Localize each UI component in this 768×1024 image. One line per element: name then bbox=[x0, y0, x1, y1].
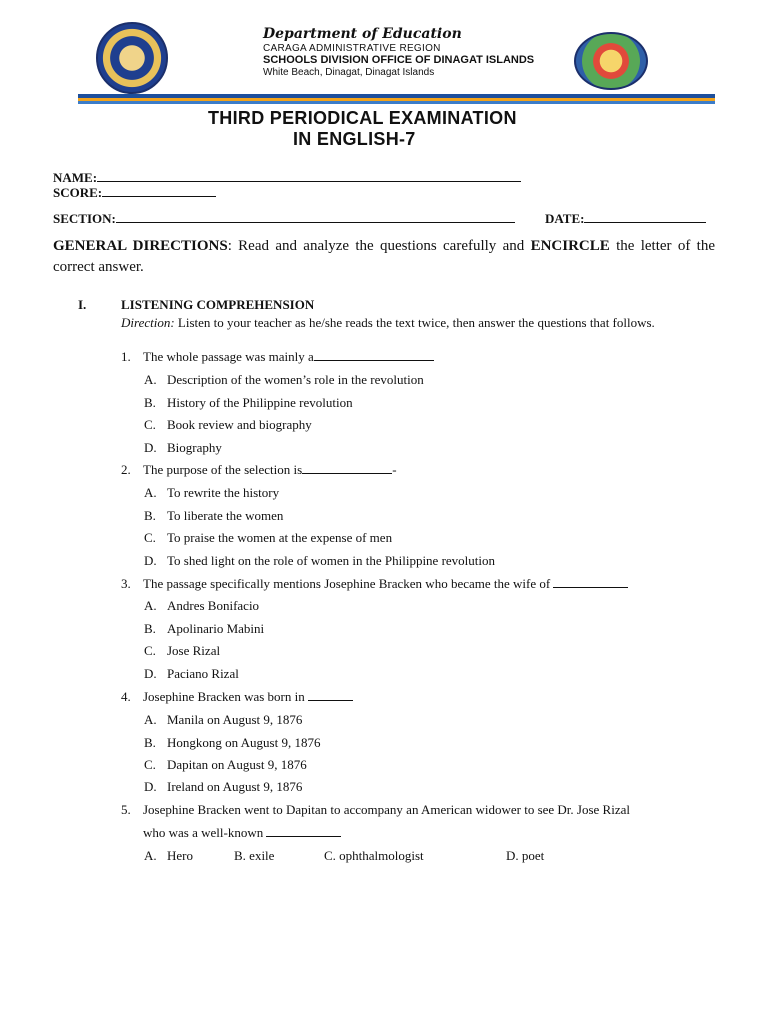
option-text: Hero bbox=[167, 848, 193, 863]
name-line[interactable] bbox=[97, 169, 521, 182]
option-letter: A. bbox=[144, 848, 157, 863]
option-text: Andres Bonifacio bbox=[167, 598, 260, 613]
department-name: Department of Education bbox=[263, 26, 462, 42]
option-text: poet bbox=[521, 848, 545, 863]
directions-text-1: : Read and analyze the questions carefully and bbox=[227, 238, 531, 254]
option-4a[interactable] bbox=[144, 712, 302, 728]
section-direction bbox=[121, 314, 715, 331]
option-text: To praise the women at the expense of men bbox=[167, 530, 393, 545]
option-letter: A. bbox=[144, 598, 157, 613]
option-letter: D. bbox=[144, 553, 157, 568]
option-letter: C. bbox=[324, 848, 336, 863]
option-text: Dapitan on August 9, 1876 bbox=[167, 757, 307, 772]
section-direction-text: Listen to your teacher as he/she reads the text twice, then answer the questions that follows. bbox=[174, 315, 655, 330]
option-text: ophthalmologist bbox=[339, 848, 424, 863]
answer-blank[interactable] bbox=[302, 462, 392, 474]
name-label: NAME: bbox=[53, 170, 98, 185]
score-label: SCORE: bbox=[53, 185, 103, 200]
option-letter: D. bbox=[506, 848, 519, 863]
option-1b[interactable] bbox=[144, 395, 353, 411]
option-text: To liberate the women bbox=[167, 508, 284, 523]
option-5d[interactable] bbox=[506, 848, 544, 864]
question-text: Josephine Bracken was born in bbox=[143, 689, 308, 704]
question-1 bbox=[121, 349, 434, 365]
option-text: History of the Philippine revolution bbox=[167, 395, 353, 410]
division-name: SCHOOLS DIVISION OFFICE OF DINAGAT ISLANDS bbox=[263, 54, 535, 66]
question-number: 2. bbox=[121, 462, 131, 477]
directions-text-2: the letter of the correct answer. bbox=[53, 238, 715, 275]
answer-blank[interactable] bbox=[308, 689, 353, 701]
option-3c[interactable] bbox=[144, 643, 220, 659]
option-5b[interactable] bbox=[234, 848, 274, 864]
option-letter: A. bbox=[144, 712, 157, 727]
header-stripe-lightblue bbox=[78, 101, 715, 104]
question-text: The whole passage was mainly a bbox=[143, 349, 314, 364]
option-2b[interactable] bbox=[144, 508, 283, 524]
date-line[interactable] bbox=[584, 210, 706, 223]
exam-subject: IN ENGLISH-7 bbox=[293, 129, 416, 149]
option-text: Book review and biography bbox=[167, 417, 312, 432]
question-text: Josephine Bracken went to Dapitan to accompany an American widower to see Dr. Jose Rizal bbox=[143, 802, 630, 817]
option-letter: B. bbox=[144, 735, 156, 750]
question-number: 5. bbox=[121, 802, 131, 817]
option-3b[interactable] bbox=[144, 621, 264, 637]
answer-blank[interactable] bbox=[553, 576, 628, 588]
option-4c[interactable] bbox=[144, 757, 307, 773]
question-text: The passage specifically mentions Josephine Bracken who became the wife of bbox=[143, 576, 554, 591]
option-letter: D. bbox=[144, 440, 157, 455]
section-number: I. bbox=[78, 297, 87, 312]
option-4d[interactable] bbox=[144, 779, 302, 795]
option-2d[interactable] bbox=[144, 553, 495, 569]
general-directions bbox=[53, 236, 715, 278]
option-text: Biography bbox=[167, 440, 222, 455]
option-letter: D. bbox=[144, 779, 157, 794]
option-text: Manila on August 9, 1876 bbox=[167, 712, 303, 727]
section-title: LISTENING COMPREHENSION bbox=[121, 297, 315, 312]
option-3d[interactable] bbox=[144, 666, 239, 682]
option-4b[interactable] bbox=[144, 735, 320, 751]
option-1a[interactable] bbox=[144, 372, 424, 388]
directions-emphasis: ENCIRCLE bbox=[530, 238, 610, 254]
question-4 bbox=[121, 689, 353, 705]
option-text: To rewrite the history bbox=[167, 485, 280, 500]
question-5-line-2 bbox=[143, 825, 341, 841]
question-3 bbox=[121, 576, 628, 592]
option-letter: C. bbox=[144, 757, 156, 772]
option-text: Description of the women’s role in the revolution bbox=[167, 372, 424, 387]
division-seal-icon bbox=[574, 32, 648, 90]
deped-seal-icon bbox=[96, 22, 168, 94]
directions-lead: GENERAL DIRECTIONS bbox=[53, 238, 228, 254]
question-suffix: - bbox=[392, 462, 397, 477]
score-field[interactable] bbox=[53, 184, 216, 201]
option-letter: C. bbox=[144, 643, 156, 658]
section-direction-label: Direction: bbox=[121, 315, 175, 330]
date-label: DATE: bbox=[545, 211, 585, 226]
option-2a[interactable] bbox=[144, 485, 279, 501]
option-letter: A. bbox=[144, 372, 157, 387]
section-field[interactable] bbox=[53, 210, 515, 227]
option-letter: B. bbox=[144, 621, 156, 636]
option-text: To shed light on the role of women in the Philippine revolution bbox=[167, 553, 496, 568]
score-line[interactable] bbox=[102, 184, 216, 197]
option-letter: A. bbox=[144, 485, 157, 500]
division-address: White Beach, Dinagat, Dinagat Islands bbox=[263, 67, 435, 78]
question-number: 4. bbox=[121, 689, 131, 704]
option-letter: B. bbox=[234, 848, 246, 863]
option-letter: B. bbox=[144, 508, 156, 523]
question-5 bbox=[121, 802, 630, 818]
option-1c[interactable] bbox=[144, 417, 312, 433]
option-text: Apolinario Mabini bbox=[167, 621, 265, 636]
answer-blank[interactable] bbox=[266, 825, 341, 837]
option-text: Jose Rizal bbox=[167, 643, 221, 658]
date-field[interactable] bbox=[545, 210, 706, 227]
option-letter: D. bbox=[144, 666, 157, 681]
option-text: exile bbox=[249, 848, 275, 863]
option-text: Ireland on August 9, 1876 bbox=[167, 779, 303, 794]
question-text: The purpose of the selection is bbox=[143, 462, 303, 477]
option-letter: C. bbox=[144, 530, 156, 545]
section-line[interactable] bbox=[116, 210, 515, 223]
question-number: 3. bbox=[121, 576, 131, 591]
region-name: CARAGA ADMINISTRATIVE REGION bbox=[263, 43, 441, 54]
section-label: SECTION: bbox=[53, 211, 116, 226]
option-2c[interactable] bbox=[144, 530, 392, 546]
option-letter: C. bbox=[144, 417, 156, 432]
option-text: Hongkong on August 9, 1876 bbox=[167, 735, 321, 750]
option-letter: B. bbox=[144, 395, 156, 410]
answer-blank[interactable] bbox=[314, 349, 434, 361]
option-1d[interactable] bbox=[144, 440, 222, 456]
option-3a[interactable] bbox=[144, 598, 259, 614]
exam-title: THIRD PERIODICAL EXAMINATION bbox=[208, 108, 517, 128]
option-5a[interactable] bbox=[144, 848, 193, 864]
option-5c[interactable] bbox=[324, 848, 424, 864]
question-2 bbox=[121, 462, 397, 478]
question-text-continued: who was a well-known bbox=[143, 825, 267, 840]
question-number: 1. bbox=[121, 349, 131, 364]
option-text: Paciano Rizal bbox=[167, 666, 239, 681]
